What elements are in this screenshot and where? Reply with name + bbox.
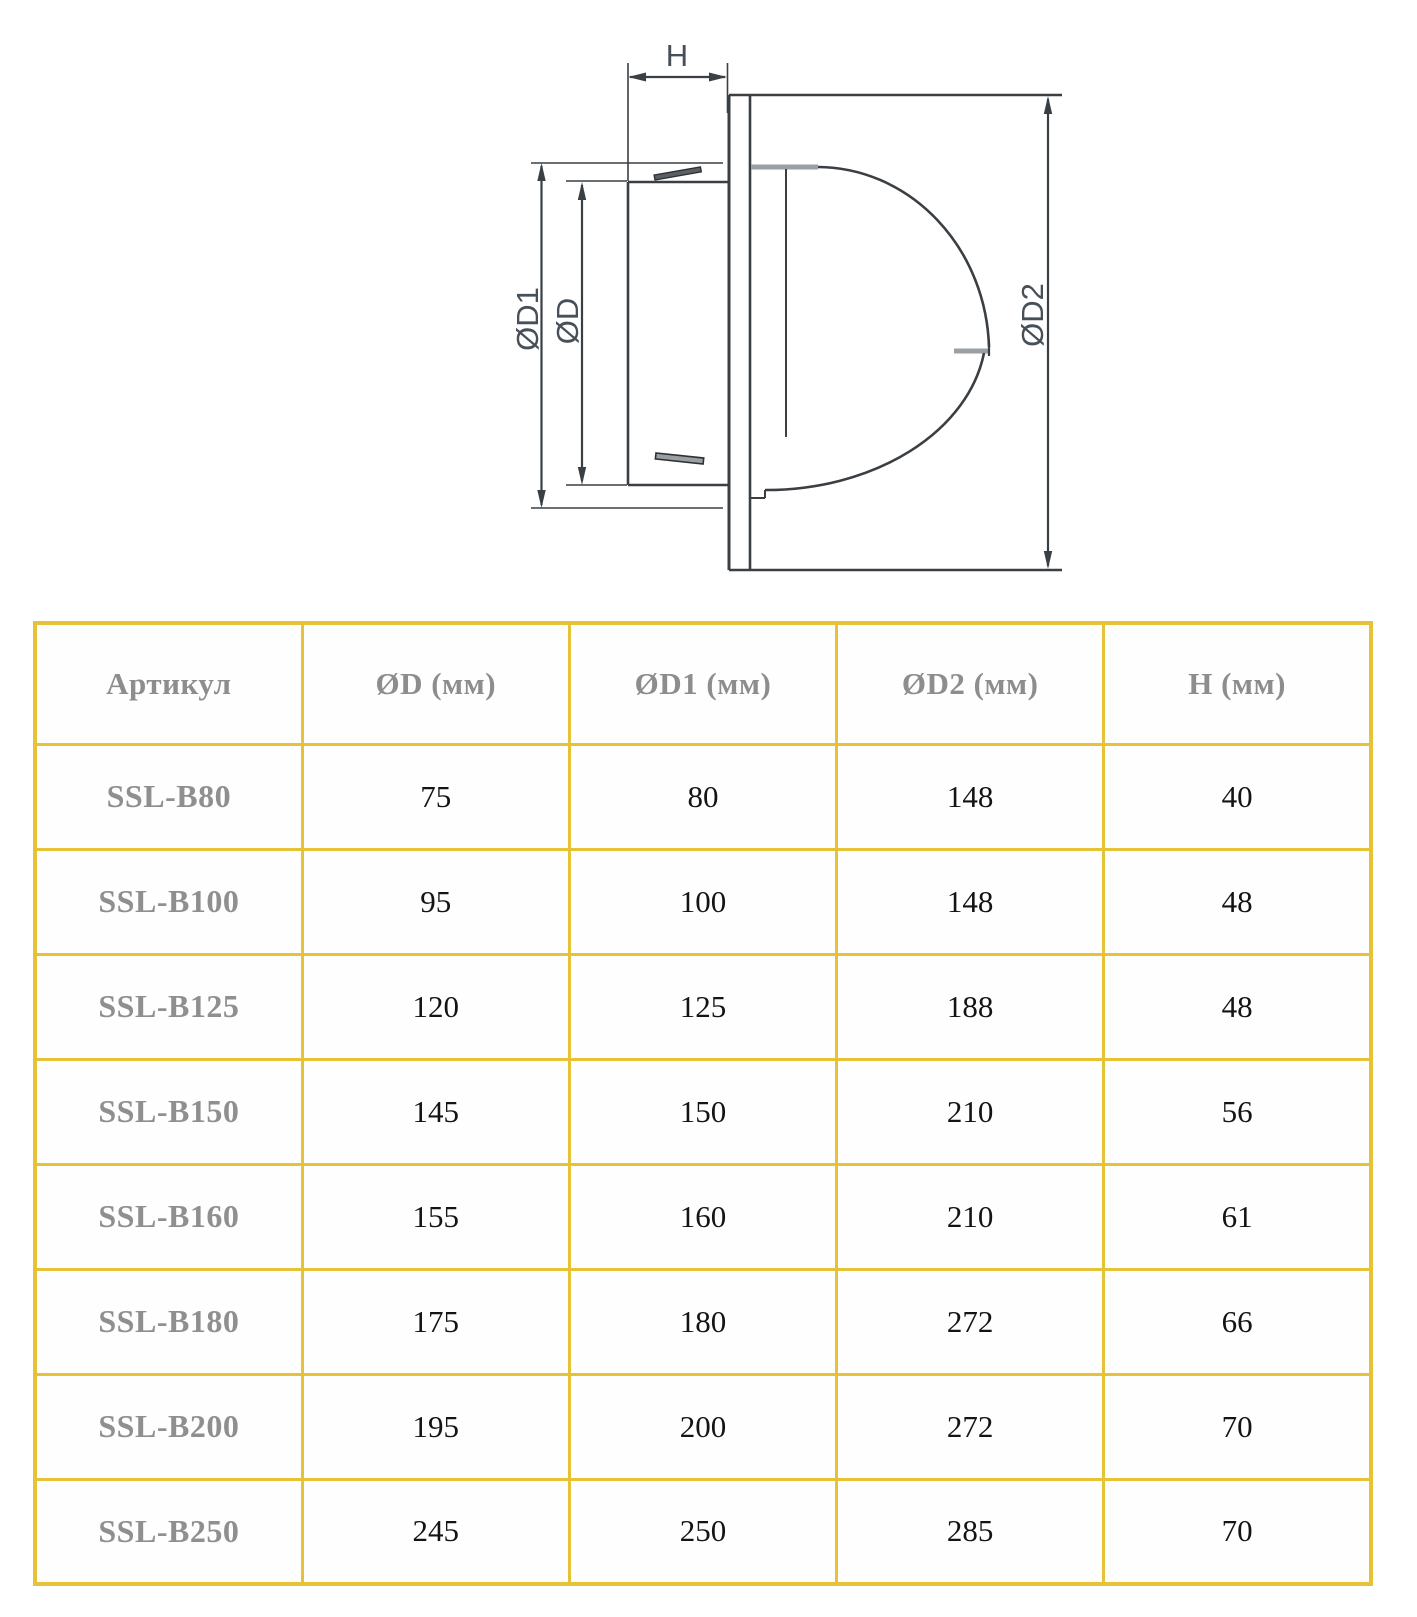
- cell-article: SSL-B250: [35, 1479, 302, 1584]
- arrow-up-icon: [1044, 96, 1052, 114]
- cell-h: 56: [1104, 1059, 1371, 1164]
- table-body: [35, 744, 1371, 1584]
- header-d: ØD (мм): [302, 623, 569, 744]
- cell-d: 120: [302, 954, 569, 1059]
- cell-d: 245: [302, 1479, 569, 1584]
- arrow-left-icon: [628, 73, 646, 82]
- dimension-label-h: H: [665, 38, 689, 73]
- arrow-right-icon: [709, 73, 727, 82]
- technical-drawing: [0, 0, 1417, 600]
- cell-h: 48: [1104, 849, 1371, 954]
- cell-h: 70: [1104, 1479, 1371, 1584]
- spigot-outline: [628, 182, 729, 485]
- table-row: [35, 744, 1371, 849]
- dimension-label-d2: ØD2: [1015, 283, 1050, 347]
- header-article: Артикул: [35, 623, 302, 744]
- table-header: [35, 623, 1371, 744]
- cell-d: 75: [302, 744, 569, 849]
- cell-article: SSL-B125: [35, 954, 302, 1059]
- table-row: [35, 954, 1371, 1059]
- cell-article: SSL-B100: [35, 849, 302, 954]
- cell-d: 155: [302, 1164, 569, 1269]
- cell-d: 95: [302, 849, 569, 954]
- table-row: [35, 1269, 1371, 1374]
- cell-d: 145: [302, 1059, 569, 1164]
- table-row: [35, 1374, 1371, 1479]
- cell-article: SSL-B80: [35, 744, 302, 849]
- cell-h: 48: [1104, 954, 1371, 1059]
- cell-d1: 200: [569, 1374, 836, 1479]
- cell-article: SSL-B150: [35, 1059, 302, 1164]
- cell-d1: 125: [569, 954, 836, 1059]
- dimension-label-d: ØD: [550, 297, 585, 345]
- header-d1: ØD1 (мм): [569, 623, 836, 744]
- arrow-down-icon: [578, 467, 586, 485]
- cell-d2: 272: [837, 1374, 1104, 1479]
- cell-h: 66: [1104, 1269, 1371, 1374]
- mounting-tab-bottom: [655, 453, 703, 464]
- cell-d2: 210: [837, 1164, 1104, 1269]
- table-row: [35, 1059, 1371, 1164]
- cell-d2: 148: [837, 849, 1104, 954]
- mounting-tab-top: [654, 167, 701, 180]
- header-h: H (мм): [1104, 623, 1371, 744]
- cell-d2: 285: [837, 1479, 1104, 1584]
- cell-d: 195: [302, 1374, 569, 1479]
- cowl-outline: [750, 167, 989, 498]
- cell-d1: 150: [569, 1059, 836, 1164]
- dimensions-table: [33, 621, 1373, 1586]
- cell-article: SSL-B200: [35, 1374, 302, 1479]
- cell-h: 70: [1104, 1374, 1371, 1479]
- cell-d1: 250: [569, 1479, 836, 1584]
- cell-d1: 180: [569, 1269, 836, 1374]
- cell-d: 175: [302, 1269, 569, 1374]
- cell-h: 61: [1104, 1164, 1371, 1269]
- cell-d2: 210: [837, 1059, 1104, 1164]
- cell-article: SSL-B180: [35, 1269, 302, 1374]
- arrow-down-icon: [1044, 551, 1052, 569]
- table-row: [35, 849, 1371, 954]
- cell-d1: 100: [569, 849, 836, 954]
- cell-h: 40: [1104, 744, 1371, 849]
- cell-article: SSL-B160: [35, 1164, 302, 1269]
- arrow-down-icon: [537, 490, 545, 508]
- table-row: [35, 1479, 1371, 1584]
- dimension-label-d1: ØD1: [510, 287, 545, 351]
- cell-d2: 188: [837, 954, 1104, 1059]
- arrow-up-icon: [578, 182, 586, 200]
- arrow-up-icon: [537, 163, 545, 181]
- duct-hood-side-view: [420, 20, 1120, 580]
- header-d2: ØD2 (мм): [837, 623, 1104, 744]
- cell-d1: 160: [569, 1164, 836, 1269]
- cell-d1: 80: [569, 744, 836, 849]
- cell-d2: 148: [837, 744, 1104, 849]
- table-row: [35, 1164, 1371, 1269]
- cell-d2: 272: [837, 1269, 1104, 1374]
